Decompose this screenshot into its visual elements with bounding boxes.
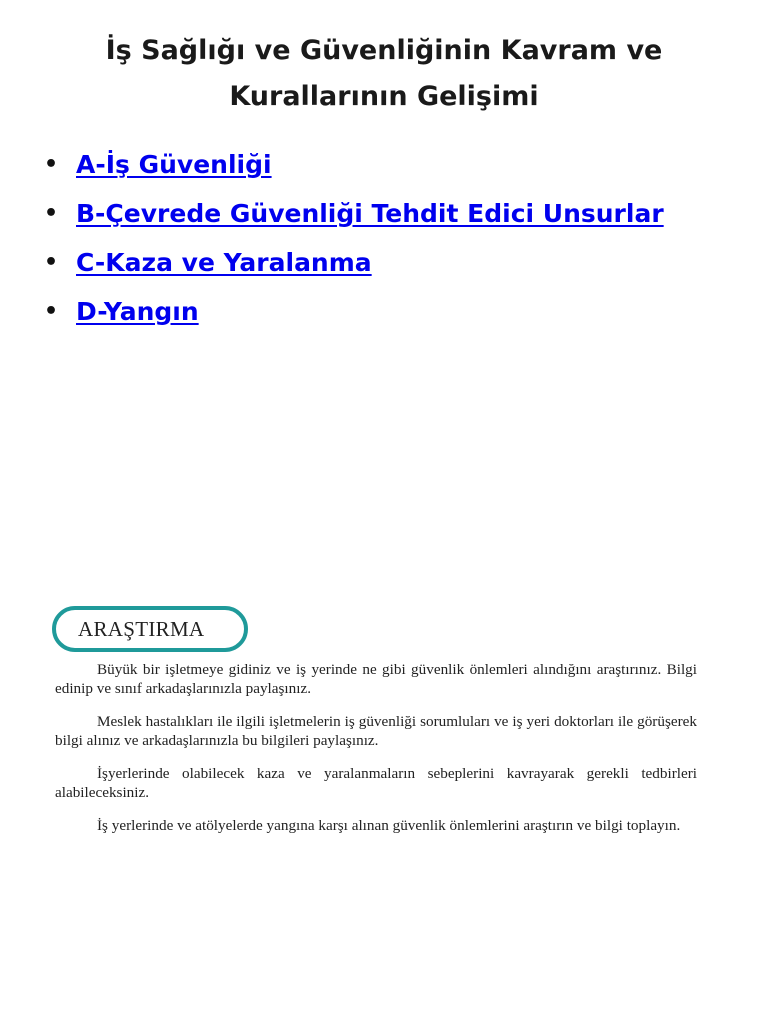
research-paragraph: İş yerlerinde ve atölyelerde yangına karşı alınan güvenlik önlemlerini araştırın ve bilgi toplayın. [97,817,681,834]
topic-list-item [44,287,664,336]
topic-link-kaza-ve-yaralanma[interactable]: C-Kaza ve Yaralanma [76,248,372,277]
bullet-icon: • [44,152,59,177]
topic-link-yangin[interactable]: D-Yangın [76,297,199,326]
topic-list-item [44,238,664,287]
bullet-icon: • [44,201,59,226]
research-paragraph: Büyük bir işletmeye gidiniz ve iş yerinde ne gibi güvenlik önlemleri alındığını araştırınız. Bilgi edinip ve sınıf arkadaşlarınızla paylaşınız. [55,661,697,697]
topic-link-is-guvenligi[interactable]: A-İş Güvenliği [76,150,272,179]
page-title [40,28,728,120]
topic-list-item [44,140,664,189]
bullet-icon: • [44,299,59,324]
research-paragraph: İşyerlerinde olabilecek kaza ve yaralanmaların sebeplerini kavrayarak gerekli tedbirleri alabileceksiniz. [55,765,697,801]
topic-list-item [44,189,664,238]
topic-list [44,140,664,336]
page-title-line-1: İş Sağlığı ve Güvenliğinin Kavram ve [105,35,663,66]
page-title-line-2: Kurallarının Gelişimi [229,81,539,112]
bullet-icon: • [44,250,59,275]
research-heading-badge: ARAŞTIRMA [52,606,248,652]
topic-link-cevrede-guvenligi[interactable]: B-Çevrede Güvenliği Tehdit Edici Unsurlar [76,199,664,228]
research-section [55,660,697,849]
research-paragraph: Meslek hastalıkları ile ilgili işletmelerin iş güvenliği sorumluları ve iş yeri doktorları ile görüşerek bilgi alınız ve arkadaşlarınızla bu bilgileri paylaşınız. [55,713,697,749]
